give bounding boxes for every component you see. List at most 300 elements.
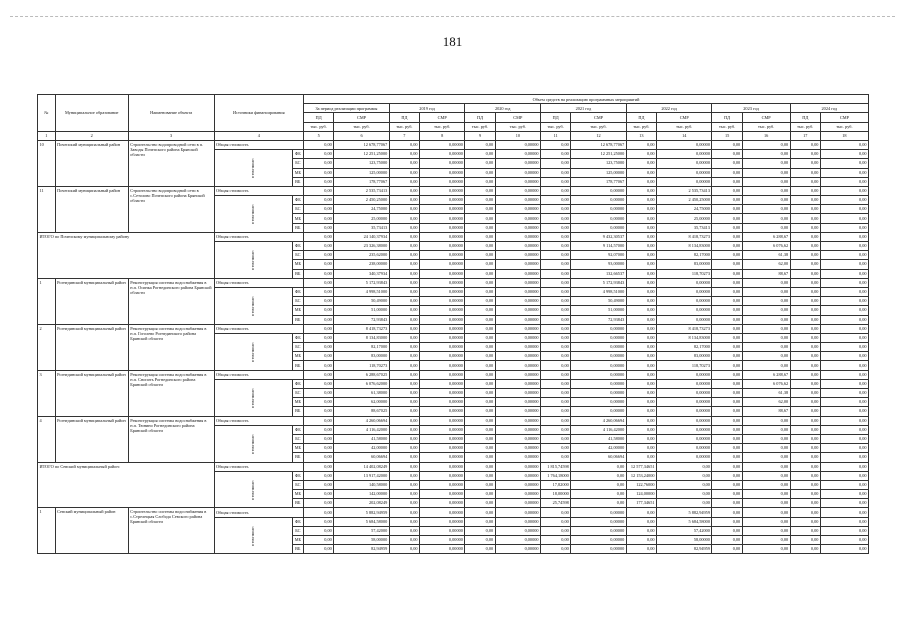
amount-cell: 0,00 <box>304 177 334 186</box>
amount-cell: 0,00 <box>626 416 656 425</box>
row-number: 10 <box>38 140 56 186</box>
amount-cell: 0,00000 <box>420 186 465 195</box>
amount-cell: 41,58000 <box>334 434 389 443</box>
amount-cell: 0,00000 <box>495 462 540 471</box>
amount-cell: 0,00 <box>304 379 334 388</box>
amount-cell: 0,00000 <box>495 453 540 462</box>
object-name: Реконструкция системы водоснабжения в н.п. Осинка Рогнединского района Брянской области <box>128 278 214 324</box>
amount-cell: 0,00 <box>304 425 334 434</box>
source-code: ВБ <box>292 453 303 462</box>
amount-cell: 0,00000 <box>420 251 465 260</box>
amount-cell: 0,00 <box>304 508 334 517</box>
header-smr: СМР <box>495 113 540 122</box>
including-label <box>214 517 292 554</box>
amount-cell: 0,00000 <box>571 223 626 232</box>
object-name: Строительство водопроводной сети в п. Заводы Почепского района Брянской области <box>128 140 214 186</box>
header-pd: ПД <box>541 113 571 122</box>
amount-cell: 0,00 <box>790 260 820 269</box>
amount-cell: 0,00 <box>389 260 419 269</box>
amount-cell: 0,00 <box>304 297 334 306</box>
amount-cell: 0,00 <box>790 352 820 361</box>
amount-cell: 0,00 <box>820 462 868 471</box>
source-code: ФБ <box>292 242 303 251</box>
amount-cell: 0,00 <box>790 462 820 471</box>
source-code: ВБ <box>292 223 303 232</box>
amount-cell: 0,00 <box>541 352 571 361</box>
amount-cell: 0,00 <box>712 315 742 324</box>
amount-cell: 0,00 <box>304 536 334 545</box>
amount-cell: 0,00 <box>820 186 868 195</box>
amount-cell: 0,00 <box>541 361 571 370</box>
amount-cell: 0,00 <box>389 370 419 379</box>
amount-cell: 0,00 <box>465 499 495 508</box>
amount-cell: 0,00 <box>541 205 571 214</box>
amount-cell: 50,49000 <box>571 297 626 306</box>
amount-cell: 0,00 <box>541 379 571 388</box>
amount-cell: 0,00 <box>712 361 742 370</box>
amount-cell: 0,00 <box>389 490 419 499</box>
amount-cell: 0,00000 <box>657 444 712 453</box>
amount-cell: 4 260,06694 <box>334 416 389 425</box>
amount-cell: 0,00 <box>465 260 495 269</box>
amount-cell: 0,00 <box>712 453 742 462</box>
amount-cell: 0,00 <box>742 214 790 223</box>
amount-cell: 0,00 <box>712 508 742 517</box>
amount-cell: 24,75000 <box>334 205 389 214</box>
amount-cell: 0,00000 <box>495 398 540 407</box>
amount-cell: 0,00 <box>465 242 495 251</box>
amount-cell: 0,00000 <box>571 545 626 554</box>
amount-cell: 0,00 <box>820 407 868 416</box>
amount-cell: 13 917,42000 <box>334 471 389 480</box>
amount-cell: 0,00000 <box>571 205 626 214</box>
amount-cell: 0,00000 <box>495 379 540 388</box>
amount-cell: 0,00000 <box>495 508 540 517</box>
amount-cell: 0,00000 <box>571 333 626 342</box>
amount-cell: 2 535,73413 <box>657 186 712 195</box>
amount-cell: 0,00 <box>541 214 571 223</box>
table-row <box>38 278 869 287</box>
amount-cell: 0,00 <box>304 260 334 269</box>
header-unit: тыс. руб. <box>420 122 465 131</box>
amount-cell: 0,00 <box>304 352 334 361</box>
amount-cell: 0,00 <box>541 260 571 269</box>
amount-cell: 88,67 <box>742 269 790 278</box>
amount-cell: 0,00 <box>571 471 626 480</box>
amount-cell: 0,00 <box>626 297 656 306</box>
amount-cell: 0,00 <box>626 333 656 342</box>
amount-cell: 0,00 <box>657 480 712 489</box>
amount-cell: 0,00000 <box>495 370 540 379</box>
amount-cell: 0,00 <box>712 490 742 499</box>
amount-cell: 0,00 <box>820 306 868 315</box>
amount-cell: 0,00000 <box>571 526 626 535</box>
amount-cell: 0,00 <box>304 416 334 425</box>
amount-cell: 0,00000 <box>495 361 540 370</box>
amount-cell: 0,00000 <box>420 343 465 352</box>
amount-cell: 0,00000 <box>495 159 540 168</box>
amount-cell: 0,00 <box>820 370 868 379</box>
amount-cell: 125,00000 <box>334 168 389 177</box>
amount-cell: 0,00000 <box>420 370 465 379</box>
amount-cell: 0,00 <box>820 343 868 352</box>
amount-cell: 0,00 <box>465 297 495 306</box>
amount-cell: 0,00 <box>626 361 656 370</box>
amount-cell: 0,00 <box>389 150 419 159</box>
amount-cell: 5 882,94959 <box>334 508 389 517</box>
amount-cell: 0,00 <box>465 416 495 425</box>
amount-cell: 0,00 <box>742 526 790 535</box>
amount-cell: 9 432,30537 <box>571 232 626 241</box>
source-code: БС <box>292 205 303 214</box>
amount-cell: 0,00 <box>712 471 742 480</box>
amount-cell: 0,00000 <box>495 490 540 499</box>
total-cost-label: Общая стоимость <box>214 278 304 287</box>
amount-cell: 42,00000 <box>571 444 626 453</box>
amount-cell: 0,00 <box>541 343 571 352</box>
amount-cell: 0,00 <box>712 370 742 379</box>
amount-cell: 0,00 <box>790 242 820 251</box>
amount-cell: 0,00000 <box>571 536 626 545</box>
amount-cell: 0,00 <box>742 186 790 195</box>
amount-cell: 24 140,37934 <box>334 232 389 241</box>
column-number: 16 <box>742 131 790 140</box>
amount-cell: 202,08249 <box>334 499 389 508</box>
amount-cell: 0,00000 <box>571 517 626 526</box>
amount-cell: 0,00000 <box>571 379 626 388</box>
amount-cell: 0,00 <box>389 526 419 535</box>
table-row <box>38 370 869 379</box>
amount-cell: 0,00 <box>820 416 868 425</box>
amount-cell: 0,00 <box>541 536 571 545</box>
amount-cell: 0,00000 <box>420 434 465 443</box>
amount-cell: 0,00 <box>790 159 820 168</box>
amount-cell: 0,00 <box>304 287 334 296</box>
amount-cell: 0,00000 <box>495 251 540 260</box>
amount-cell: 0,00 <box>304 223 334 232</box>
amount-cell: 0,00 <box>389 223 419 232</box>
source-code: ВБ <box>292 315 303 324</box>
amount-cell: 0,00 <box>389 251 419 260</box>
amount-cell: 0,00 <box>742 223 790 232</box>
amount-cell: 0,00000 <box>657 416 712 425</box>
amount-cell: 0,00 <box>820 269 868 278</box>
total-cost-label: Общая стоимость <box>214 416 304 425</box>
amount-cell: 0,00 <box>304 490 334 499</box>
including-text: в том числе: <box>251 387 256 408</box>
amount-cell: 0,00 <box>389 333 419 342</box>
amount-cell: 0,00 <box>712 407 742 416</box>
amount-cell: 12 678,77067 <box>334 140 389 149</box>
amount-cell: 0,00 <box>820 352 868 361</box>
amount-cell: 0,00000 <box>571 361 626 370</box>
including-label <box>214 425 292 462</box>
municipality-name: Рогнединский муниципальный район <box>55 278 128 324</box>
amount-cell: 0,00 <box>790 536 820 545</box>
amount-cell: 0,00 <box>389 269 419 278</box>
amount-cell: 18,00000 <box>541 490 571 499</box>
amount-cell: 0,00 <box>742 517 790 526</box>
amount-cell: 0,00000 <box>571 343 626 352</box>
amount-cell: 0,00 <box>304 499 334 508</box>
amount-cell: 0,00000 <box>657 140 712 149</box>
amount-cell: 42,00000 <box>334 444 389 453</box>
amount-cell: 0,00 <box>541 545 571 554</box>
amount-cell: 0,00 <box>389 196 419 205</box>
amount-cell: 0,00000 <box>420 205 465 214</box>
amount-cell: 0,00000 <box>495 315 540 324</box>
amount-cell: 0,00 <box>820 398 868 407</box>
amount-cell: 0,00 <box>712 480 742 489</box>
amount-cell: 0,00 <box>626 306 656 315</box>
amount-cell: 0,00 <box>626 370 656 379</box>
amount-cell: 0,00 <box>304 196 334 205</box>
amount-cell: 0,00 <box>541 186 571 195</box>
amount-cell: 0,00 <box>712 214 742 223</box>
source-code: ВБ <box>292 545 303 554</box>
amount-cell: 12 153,24000 <box>626 471 656 480</box>
source-code: ФБ <box>292 287 303 296</box>
source-code: ВБ <box>292 361 303 370</box>
column-number: 3 <box>128 131 214 140</box>
amount-cell: 4 998,51000 <box>571 287 626 296</box>
amount-cell: 2 535,73413 <box>334 186 389 195</box>
amount-cell: 62,00 <box>742 260 790 269</box>
amount-cell: 0,00 <box>820 223 868 232</box>
amount-cell: 0,00 <box>389 389 419 398</box>
source-code: БС <box>292 159 303 168</box>
amount-cell: 0,00 <box>820 196 868 205</box>
amount-cell: 0,00 <box>304 205 334 214</box>
amount-cell: 35,73413 <box>334 223 389 232</box>
amount-cell: 8 418,73273 <box>657 232 712 241</box>
amount-cell: 0,00 <box>304 389 334 398</box>
amount-cell: 0,00 <box>541 150 571 159</box>
header-smr: СМР <box>820 113 868 122</box>
amount-cell: 58,00000 <box>657 536 712 545</box>
amount-cell: 0,00000 <box>420 159 465 168</box>
amount-cell: 0,00 <box>790 168 820 177</box>
amount-cell: 0,00 <box>790 407 820 416</box>
municipality-name: Севский муниципальный район <box>55 508 128 554</box>
amount-cell: 0,00 <box>712 526 742 535</box>
municipality-name: Почепский муниципальный район <box>55 186 128 232</box>
amount-cell: 17,82000 <box>541 480 571 489</box>
amount-cell: 0,00 <box>626 389 656 398</box>
amount-cell: 0,00000 <box>495 517 540 526</box>
amount-cell: 0,00 <box>465 306 495 315</box>
amount-cell: 0,00 <box>304 407 334 416</box>
amount-cell: 142,00000 <box>334 490 389 499</box>
amount-cell: 0,00 <box>304 444 334 453</box>
amount-cell: 0,00000 <box>657 177 712 186</box>
header-unit: тыс. руб. <box>820 122 868 131</box>
column-number: 8 <box>420 131 465 140</box>
including-label <box>214 287 292 324</box>
amount-cell: 0,00 <box>389 140 419 149</box>
amount-cell: 0,00 <box>465 251 495 260</box>
header-unit: тыс. руб. <box>334 122 389 131</box>
amount-cell: 0,00000 <box>495 269 540 278</box>
amount-cell: 0,00 <box>304 361 334 370</box>
amount-cell: 235,62000 <box>334 251 389 260</box>
amount-cell: 0,00 <box>790 490 820 499</box>
amount-cell: 0,00 <box>626 168 656 177</box>
source-code: БС <box>292 251 303 260</box>
amount-cell: 0,00000 <box>495 480 540 489</box>
amount-cell: 6 076,62 <box>742 242 790 251</box>
amount-cell: 0,00 <box>626 526 656 535</box>
header-unit: тыс. руб. <box>712 122 742 131</box>
source-code: ФБ <box>292 333 303 342</box>
amount-cell: 0,00 <box>820 444 868 453</box>
amount-cell: 0,00 <box>626 287 656 296</box>
amount-cell: 0,00 <box>712 389 742 398</box>
amount-cell: 0,00000 <box>495 416 540 425</box>
amount-cell: 0,00 <box>304 306 334 315</box>
amount-cell: 0,00 <box>790 517 820 526</box>
group-total-label: ИТОГО по Севский муниципальный район: <box>38 462 215 508</box>
amount-cell: 5 882,94959 <box>657 508 712 517</box>
amount-cell: 0,00 <box>820 453 868 462</box>
amount-cell: 0,00 <box>304 526 334 535</box>
amount-cell: 0,00 <box>712 434 742 443</box>
amount-cell: 0,00000 <box>420 453 465 462</box>
amount-cell: 0,00 <box>465 232 495 241</box>
amount-cell: 4 260,06694 <box>571 416 626 425</box>
amount-cell: 0,00000 <box>657 159 712 168</box>
amount-cell: 0,00 <box>742 287 790 296</box>
amount-cell: 0,00 <box>626 352 656 361</box>
amount-cell: 0,00000 <box>420 287 465 296</box>
amount-cell: 0,00000 <box>420 196 465 205</box>
source-code: БС <box>292 297 303 306</box>
row-number: 4 <box>38 416 56 462</box>
amount-cell: 6 076,62 <box>742 379 790 388</box>
amount-cell: 51,00000 <box>571 306 626 315</box>
amount-cell: 0,00 <box>712 223 742 232</box>
amount-cell: 0,00 <box>742 278 790 287</box>
amount-cell: 9 114,57000 <box>571 242 626 251</box>
amount-cell: 0,00 <box>389 398 419 407</box>
amount-cell: 0,00 <box>541 389 571 398</box>
amount-cell: 0,00 <box>820 315 868 324</box>
header-no: № <box>38 95 56 132</box>
amount-cell: 0,00 <box>712 416 742 425</box>
amount-cell: 0,00 <box>712 398 742 407</box>
including-label <box>214 196 292 233</box>
amount-cell: 0,00000 <box>495 425 540 434</box>
amount-cell: 0,00 <box>712 343 742 352</box>
amount-cell: 23 326,38000 <box>334 242 389 251</box>
amount-cell: 0,00000 <box>420 517 465 526</box>
header-unit: тыс. руб. <box>626 122 656 131</box>
amount-cell: 0,00 <box>626 536 656 545</box>
amount-cell: 0,00 <box>820 499 868 508</box>
total-cost-label: Общая стоимость <box>214 508 304 517</box>
amount-cell: 0,00 <box>742 462 790 471</box>
amount-cell: 0,00 <box>712 205 742 214</box>
amount-cell: 0,00 <box>304 251 334 260</box>
amount-cell: 61,38 <box>742 389 790 398</box>
column-number: 4 <box>214 131 304 140</box>
amount-cell: 0,00 <box>712 140 742 149</box>
amount-cell: 140,58000 <box>334 480 389 489</box>
header-period: 2024 год <box>790 104 868 113</box>
amount-cell: 0,00 <box>389 416 419 425</box>
amount-cell: 0,00 <box>742 324 790 333</box>
amount-cell: 0,00 <box>742 480 790 489</box>
amount-cell: 0,00 <box>742 536 790 545</box>
amount-cell: 92,07000 <box>571 251 626 260</box>
amount-cell: 72,93843 <box>571 315 626 324</box>
table-row <box>38 508 869 517</box>
amount-cell: 0,00 <box>790 508 820 517</box>
amount-cell: 0,00000 <box>420 150 465 159</box>
amount-cell: 0,00 <box>541 425 571 434</box>
total-cost-label: Общая стоимость <box>214 462 304 471</box>
amount-cell: 14 402,08249 <box>334 462 389 471</box>
amount-cell: 0,00000 <box>657 168 712 177</box>
amount-cell: 0,00 <box>541 453 571 462</box>
amount-cell: 0,00 <box>626 379 656 388</box>
amount-cell: 0,00 <box>389 278 419 287</box>
amount-cell: 0,00 <box>389 297 419 306</box>
amount-cell: 62,00 <box>742 398 790 407</box>
amount-cell: 0,00 <box>571 462 626 471</box>
amount-cell: 0,00000 <box>495 333 540 342</box>
amount-cell: 0,00 <box>389 434 419 443</box>
amount-cell: 0,00 <box>712 333 742 342</box>
amount-cell: 8 134,83000 <box>657 333 712 342</box>
source-code: БС <box>292 526 303 535</box>
amount-cell: 0,00 <box>465 186 495 195</box>
amount-cell: 0,00 <box>465 536 495 545</box>
header-unit: тыс. руб. <box>465 122 495 131</box>
amount-cell: 0,00 <box>712 278 742 287</box>
column-number: 18 <box>820 131 868 140</box>
amount-cell: 0,00 <box>626 545 656 554</box>
amount-cell: 0,00 <box>465 287 495 296</box>
amount-cell: 0,00 <box>465 196 495 205</box>
amount-cell: 0,00000 <box>420 297 465 306</box>
source-code: БС <box>292 343 303 352</box>
column-number: 1 <box>38 131 56 140</box>
amount-cell: 0,00000 <box>657 398 712 407</box>
amount-cell: 0,00000 <box>420 306 465 315</box>
amount-cell: 0,00 <box>304 480 334 489</box>
amount-cell: 0,00000 <box>420 444 465 453</box>
amount-cell: 0,00 <box>626 517 656 526</box>
header-period: 2020 год <box>465 104 541 113</box>
amount-cell: 0,00 <box>742 361 790 370</box>
municipality-name: Рогнединский муниципальный район <box>55 416 128 462</box>
amount-cell: 0,00 <box>712 269 742 278</box>
total-cost-label: Общая стоимость <box>214 232 304 241</box>
amount-cell: 0,00000 <box>495 471 540 480</box>
amount-cell: 0,00 <box>541 370 571 379</box>
amount-cell: 0,00 <box>820 205 868 214</box>
amount-cell: 6 288,67 <box>742 370 790 379</box>
amount-cell: 82,94959 <box>334 545 389 554</box>
amount-cell: 0,00 <box>465 490 495 499</box>
amount-cell: 0,00000 <box>571 196 626 205</box>
amount-cell: 177,34651 <box>626 499 656 508</box>
amount-cell: 123,75000 <box>334 159 389 168</box>
amount-cell: 0,00 <box>790 343 820 352</box>
including-label <box>214 242 292 279</box>
amount-cell: 0,00 <box>820 490 868 499</box>
